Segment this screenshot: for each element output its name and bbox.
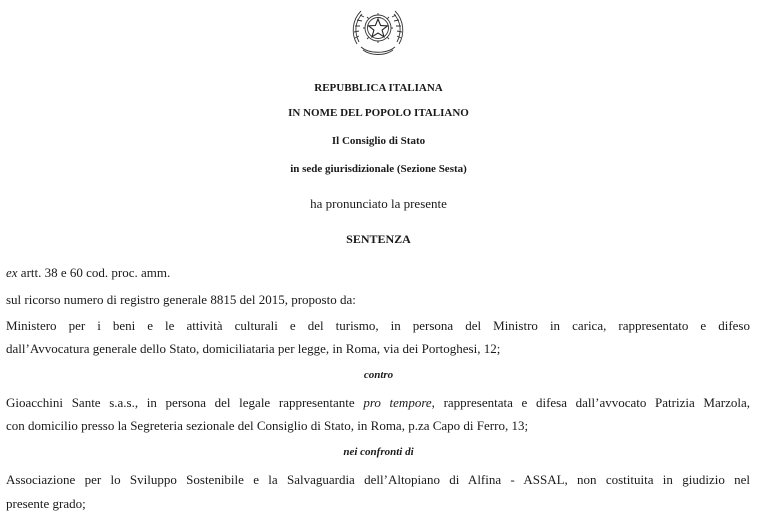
header-republic: REPUBBLICA ITALIANA	[314, 82, 443, 94]
respondent-text-b: , rappresentata e difesa dall’avvocato Patrizia Marzola,	[431, 395, 750, 410]
nei-confronti-heading: nei confronti di	[343, 446, 414, 458]
pro-tempore-italic: pro tempore	[363, 395, 432, 410]
third-party-line-1: Associazione per lo Sviluppo Sostenibile e la Salvaguardia dell’Altopiano di Alfina - ASSAL, non costituita in giudizio nel	[6, 472, 750, 487]
header-people: IN NOME DEL POPOLO ITALIANO	[288, 107, 469, 119]
appellant-line-2: dall’Avvocatura generale dello Stato, domiciliataria per legge, in Roma, via dei Portoghesi, 12;	[6, 341, 501, 356]
header-council: Il Consiglio di Stato	[331, 135, 426, 147]
legal-basis-rest: artt. 38 e 60 cod. proc. amm.	[17, 265, 171, 280]
third-party-line-2: presente grado;	[6, 496, 86, 511]
respondent-text-a: Gioacchini Sante s.a.s., in persona del legale rappresentante	[6, 395, 364, 410]
document-title: SENTENZA	[346, 232, 411, 246]
ex-italic: ex	[6, 265, 18, 280]
pronouncement: ha pronunciato la presente	[310, 196, 447, 211]
header-section: in sede giurisdizionale (Sezione Sesta)	[290, 163, 467, 175]
legal-basis	[6, 263, 750, 283]
respondent-line-1	[6, 393, 750, 413]
appeal-line: sul ricorso numero di registro generale 8815 del 2015, proposto da:	[6, 292, 356, 307]
contro-heading: contro	[363, 369, 394, 381]
italian-republic-emblem	[347, 2, 409, 60]
appellant-line-1: Ministero per i beni e le attività culturali e del turismo, in persona del Ministro in carica, rappresentato e difeso	[6, 318, 750, 333]
respondent-line-2: con domicilio presso la Segreteria sezionale del Consiglio di Stato, in Roma, p.za Capo di Ferro, 13;	[6, 418, 529, 433]
